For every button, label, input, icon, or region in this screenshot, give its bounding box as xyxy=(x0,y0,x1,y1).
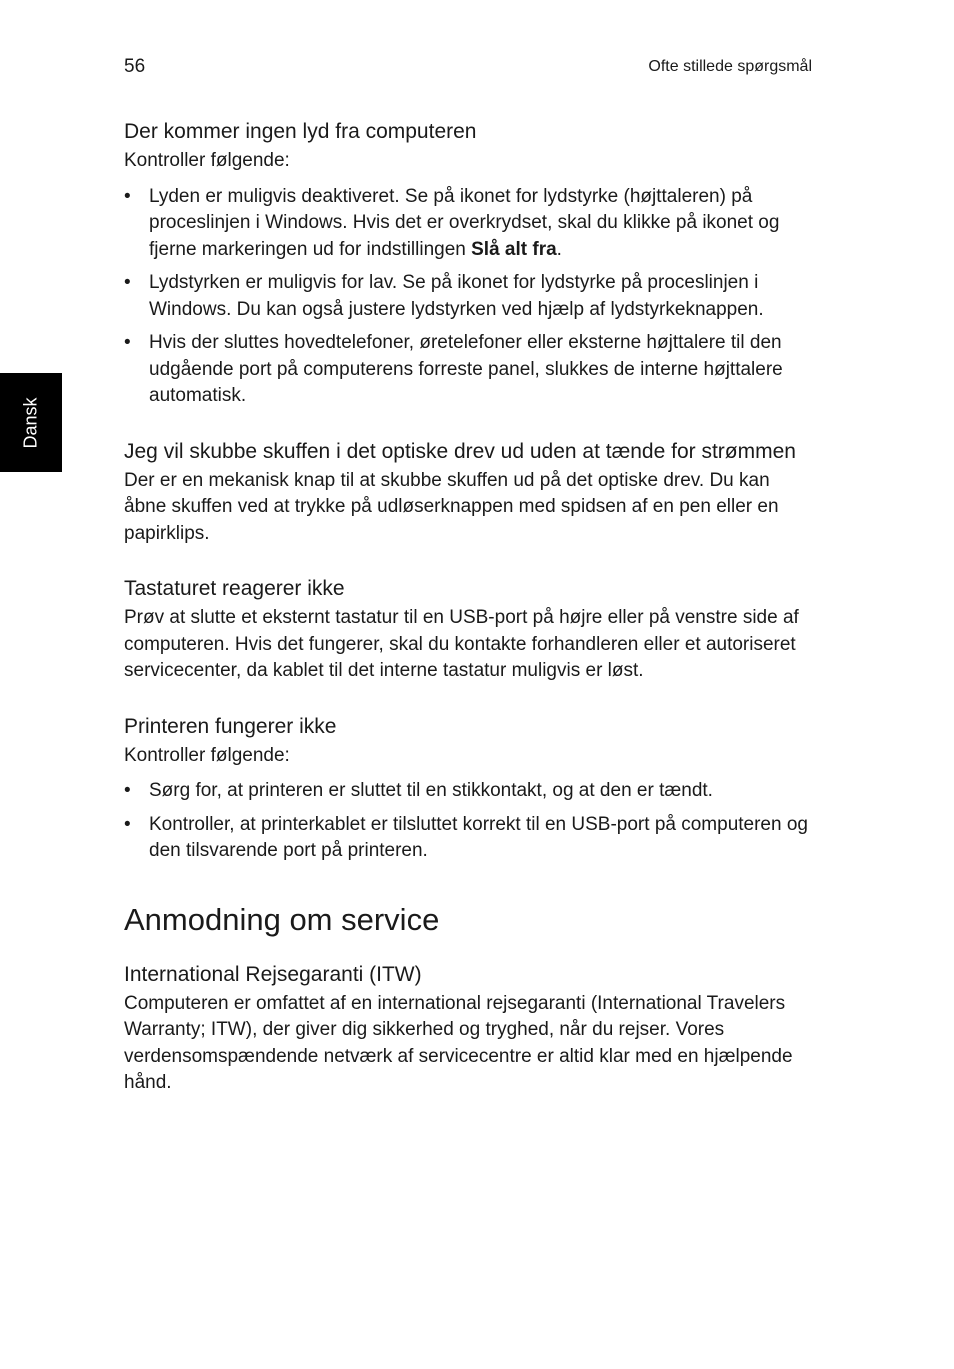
list-item-text: Hvis der sluttes hovedtelefoner, øretelefoner eller eksterne højttalere til den udgående port på computerens forreste panel, slukkes de interne højttalere automatisk. xyxy=(149,332,783,406)
bullet-icon: • xyxy=(124,272,131,293)
section-printer xyxy=(124,713,814,865)
bullet-icon: • xyxy=(124,185,131,207)
list-item xyxy=(124,184,814,264)
bullet-list xyxy=(124,778,814,865)
bullet-icon: • xyxy=(124,813,131,835)
list-item-bold-text: Slå alt fra xyxy=(471,238,557,260)
section-heading: International Rejsegaranti (ITW) xyxy=(124,962,422,986)
section-no-sound xyxy=(124,118,814,410)
section-body: Der er en mekanisk knap til at skubbe skuffen ud på det optiske drev. Du kan åbne skuffen ved at trykke på udløserknappen med spidsen af en pen eller en papirklips. xyxy=(124,469,779,544)
page-content xyxy=(124,118,814,1097)
list-item-text-end: . xyxy=(556,238,562,260)
list-item-text: Sørg for, at printeren er sluttet til en stikkontakt, og at den er tændt. xyxy=(149,780,713,801)
section-heading: Printeren fungerer ikke xyxy=(124,714,337,738)
section-optical-drive xyxy=(124,438,814,548)
bullet-icon: • xyxy=(124,780,131,801)
language-tab-label: Dansk xyxy=(20,396,41,449)
section-heading: Tastaturet reagerer ikke xyxy=(124,577,345,600)
list-item-text: Lydstyrken er muligvis for lav. Se på ikonet for lydstyrke på proceslinjen i Windows. Du kan også justere lydstyrken ved hjælp af lydstyrkeknappen. xyxy=(149,272,764,320)
section-body: Computeren er omfattet af en international rejsegaranti (International Travelers Warranty; ITW), der giver dig sikkerhed og tryghed, når du rejser. Vores verdensomspændende netværk af servicecentre er altid klar med en hjælpende hånd. xyxy=(124,992,793,1093)
section-intro: Kontroller følgende: xyxy=(124,744,290,766)
page-number: 56 xyxy=(124,56,146,77)
list-item xyxy=(124,330,814,410)
section-heading: Der kommer ingen lyd fra computeren xyxy=(124,120,477,143)
list-item-text: Kontroller, at printerkablet er tilsluttet korrekt til en USB-port på computeren og den tilsvarende port på printeren. xyxy=(149,813,808,861)
section-keyboard xyxy=(124,575,814,685)
list-item xyxy=(124,778,814,805)
language-tab xyxy=(0,373,62,472)
list-item xyxy=(124,812,814,865)
section-itw xyxy=(124,961,814,1097)
chapter-heading: Anmodning om service xyxy=(124,901,440,937)
section-intro: Kontroller følgende: xyxy=(124,150,290,171)
running-header: Ofte stillede spørgsmål xyxy=(648,58,812,75)
bullet-icon: • xyxy=(124,332,131,353)
section-body: Prøv at slutte et eksternt tastatur til en USB-port på højre eller på venstre side af computeren. Hvis det fungerer, skal du kontakte forhandleren eller et autoriseret servicecenter, da kablet til det interne tastatur muligvis er løst. xyxy=(124,607,799,681)
list-item xyxy=(124,270,814,323)
bullet-list xyxy=(124,184,814,410)
section-heading: Jeg vil skubbe skuffen i det optiske drev ud uden at tænde for strømmen xyxy=(124,439,796,463)
list-item-text: Lyden er muligvis deaktiveret. Se på ikonet for lydstyrke (højttaleren) på proceslinjen i Windows. Hvis det er overkrydset, skal du klikke på ikonet og fjerne markeringen ud for indstillingen xyxy=(149,185,780,260)
